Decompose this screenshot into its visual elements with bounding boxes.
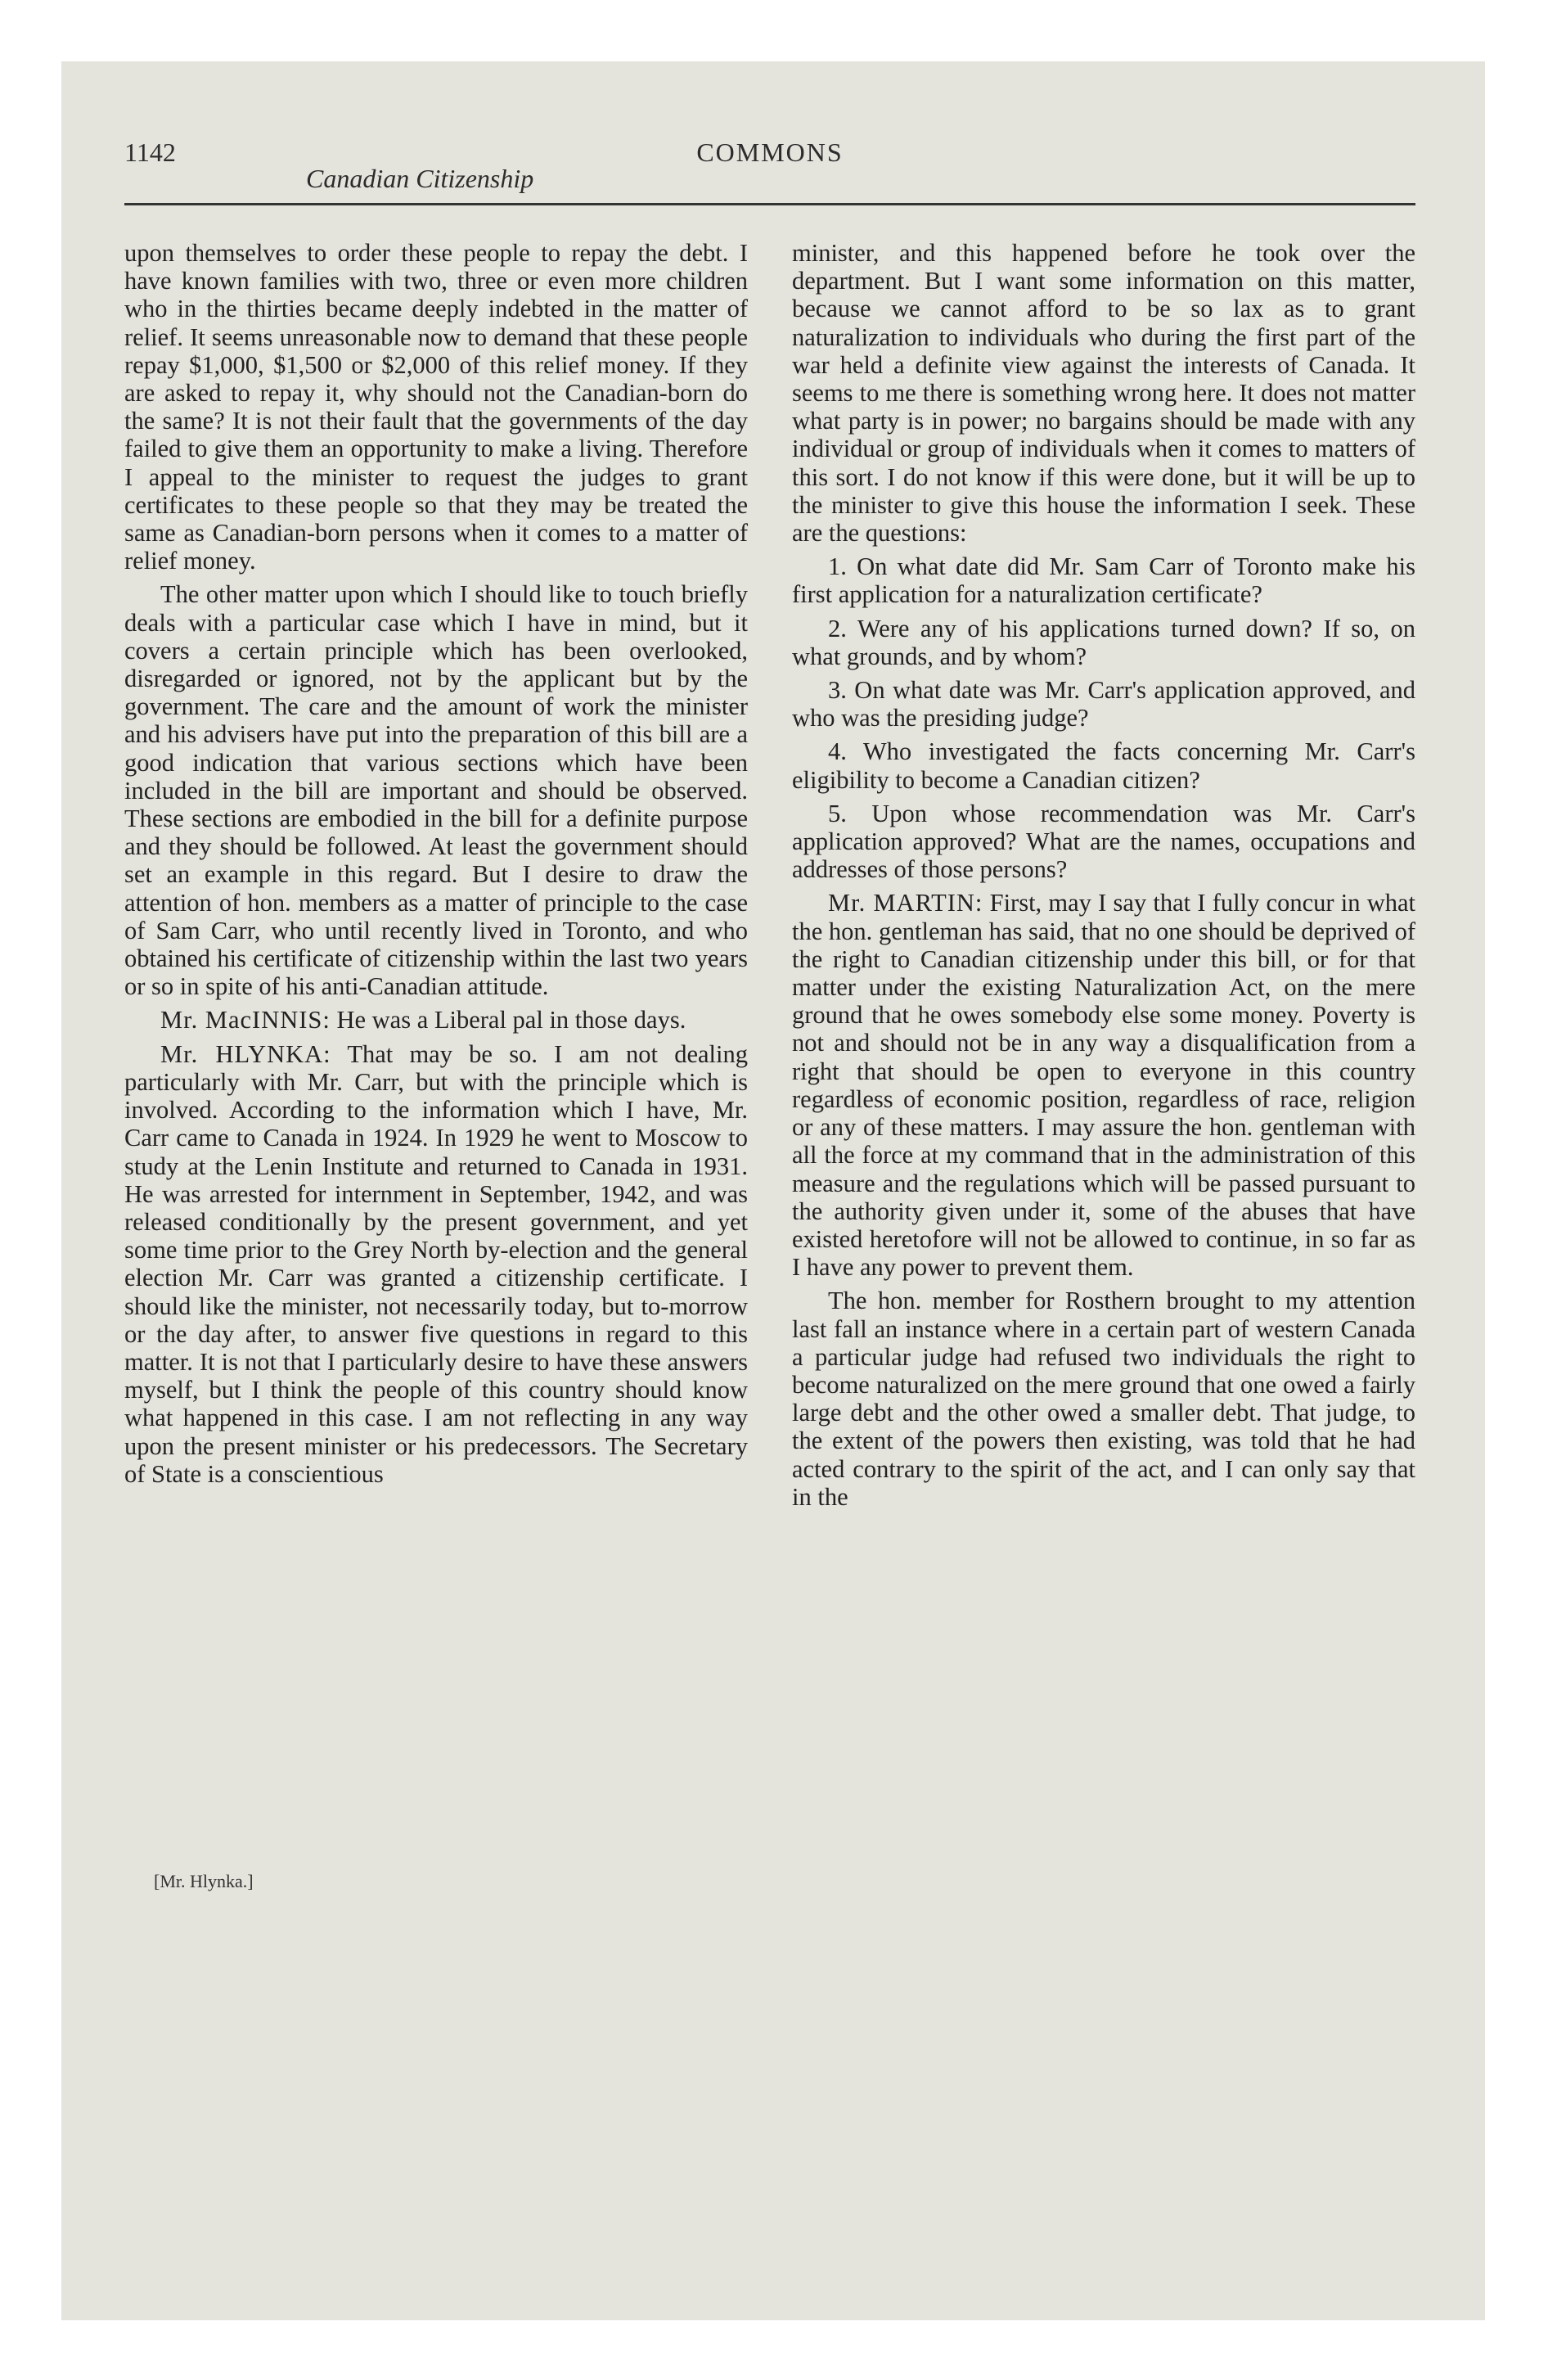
question-item: 1. On what date did Mr. Sam Carr of Toronto make his first application for a naturalization certificate?: [792, 552, 1415, 609]
speech-text: That may be so. I am not dealing particularly with Mr. Carr, but with the principle which is involved. According to the information which I have, Mr. Carr came to Canada in 1924. In 1929 he went to Moscow to study at the Lenin Institute and returned to Canada in 1931. He was arrested for internment in September, 1942, and was released conditionally by the present government, and yet some time prior to the Grey North by-election and the general election Mr. Carr was granted a citizenship certificate. I should like the minister, not necessarily today, but to-morrow or the day after, to answer five questions in regard to this matter. It is not that I particularly desire to have these answers myself, but I think the people of this country should know what happened in this case. I am not reflecting in any way upon the present minister or his predecessors. The Secretary of State is a conscientious: [124, 1039, 749, 1488]
paragraph: The other matter upon which I should like to touch briefly deals with a particular case which I have in mind, but it covers a certain principle which has been overlooked, disregarded or ignored, not by the applicant but by the government. The care and the amount of work the minister and his advisers have put into the preparation of this bill are a good indication that various sections which have been included in the bill are important and should be observed. These sections are embodied in the bill for a definite purpose and they should be followed. At least the government should set an example in this regard. But I desire to draw the attention of hon. members as a matter of principle to the case of Sam Carr, who until recently lived in Toronto, and who obtained his certificate of citizenship within the last two years or so in spite of his anti-Canadian attitude.: [124, 580, 748, 1001]
question-item: 4. Who investigated the facts concerning Mr. Carr's eligibility to become a Canadian citizen?: [792, 737, 1415, 794]
right-column: [792, 239, 1415, 2220]
paragraph: upon themselves to order these people to repay the debt. I have known families with two, three or even more children who in the thirties became deeply indebted in the matter of relief. It seems unreasonable now to demand that these people repay $1,000, $1,500 or $2,000 of this relief money. If they are asked to repay it, why should not the Canadian-born do the same? It is not their fault that the governments of the day failed to give them an opportunity to make a living. Therefore I appeal to the minister to request the judges to grant certificates to these people so that they may be treated the same as Canadian-born persons when it comes to a matter of relief money.: [124, 239, 748, 575]
speech-hlynka: [124, 1040, 748, 1488]
question-item: 5. Upon whose recommendation was Mr. Carr's application approved? What are the names, occupations and addresses of those persons?: [792, 799, 1415, 884]
speaker-name: Mr. HLYNKA:: [160, 1039, 331, 1068]
speech-text: First, may I say that I fully concur in what the hon. gentleman has said, that no one should be deprived of the right to Canadian citizenship under this bill, or for that matter under the existing Naturalization Act, on the mere ground that he owes somebody else some money. Poverty is not and should not be in any way a disqualification from a right that should be open to everyone in this country regardless of economic position, regardless of race, religion or any of these matters. I may assure the hon. gentleman with all the force at my command that in the administration of this measure and the regulations which will be passed pursuant to the authority given under it, some of the abuses that have existed heretofore will not be allowed to continue, in so far as I have any power to prevent them.: [792, 889, 1415, 1282]
paragraph: The hon. member for Rosthern brought to my attention last fall an instance where in a certain part of western Canada a particular judge had refused two individuals the right to become naturalized on the mere ground that one owed a fairly large debt and the other owed a smaller debt. That judge, to the extent of the powers then existing, was told that he had acted contrary to the spirit of the act, and I can only say that in the: [792, 1287, 1415, 1511]
speaker-name: Mr. MARTIN:: [828, 889, 983, 917]
question-item: 2. Were any of his applications turned down? If so, on what grounds, and by whom?: [792, 614, 1415, 670]
house-name: COMMONS: [696, 137, 844, 167]
running-title: Canadian Citizenship: [306, 164, 534, 193]
left-column: [124, 239, 748, 2220]
speaker-footer-tag: [Mr. Hlynka.]: [154, 1871, 254, 1891]
page-number: 1142: [124, 137, 176, 167]
paragraph: minister, and this happened before he took over the department. But I want some information on this matter, because we cannot afford to be so lax as to grant naturalization to individuals who during the first part of the war held a definite view against the interests of Canada. It seems to me there is something wrong here. It does not matter what party is in power; no bargains should be made with any individual or group of individuals when it comes to matters of this sort. I do not know if this were done, but it will be up to the minister to give this house the information I seek. These are the questions:: [792, 239, 1415, 548]
speech-macinnis: [124, 1006, 748, 1034]
speech-martin: [792, 889, 1415, 1281]
speech-text: He was a Liberal pal in those days.: [336, 1006, 686, 1034]
header-rule: [124, 203, 1415, 205]
page-header: [124, 137, 1415, 206]
speaker-name: Mr. MacINNIS:: [160, 1006, 331, 1034]
question-item: 3. On what date was Mr. Carr's application approved, and who was the presiding judge?: [792, 676, 1415, 732]
